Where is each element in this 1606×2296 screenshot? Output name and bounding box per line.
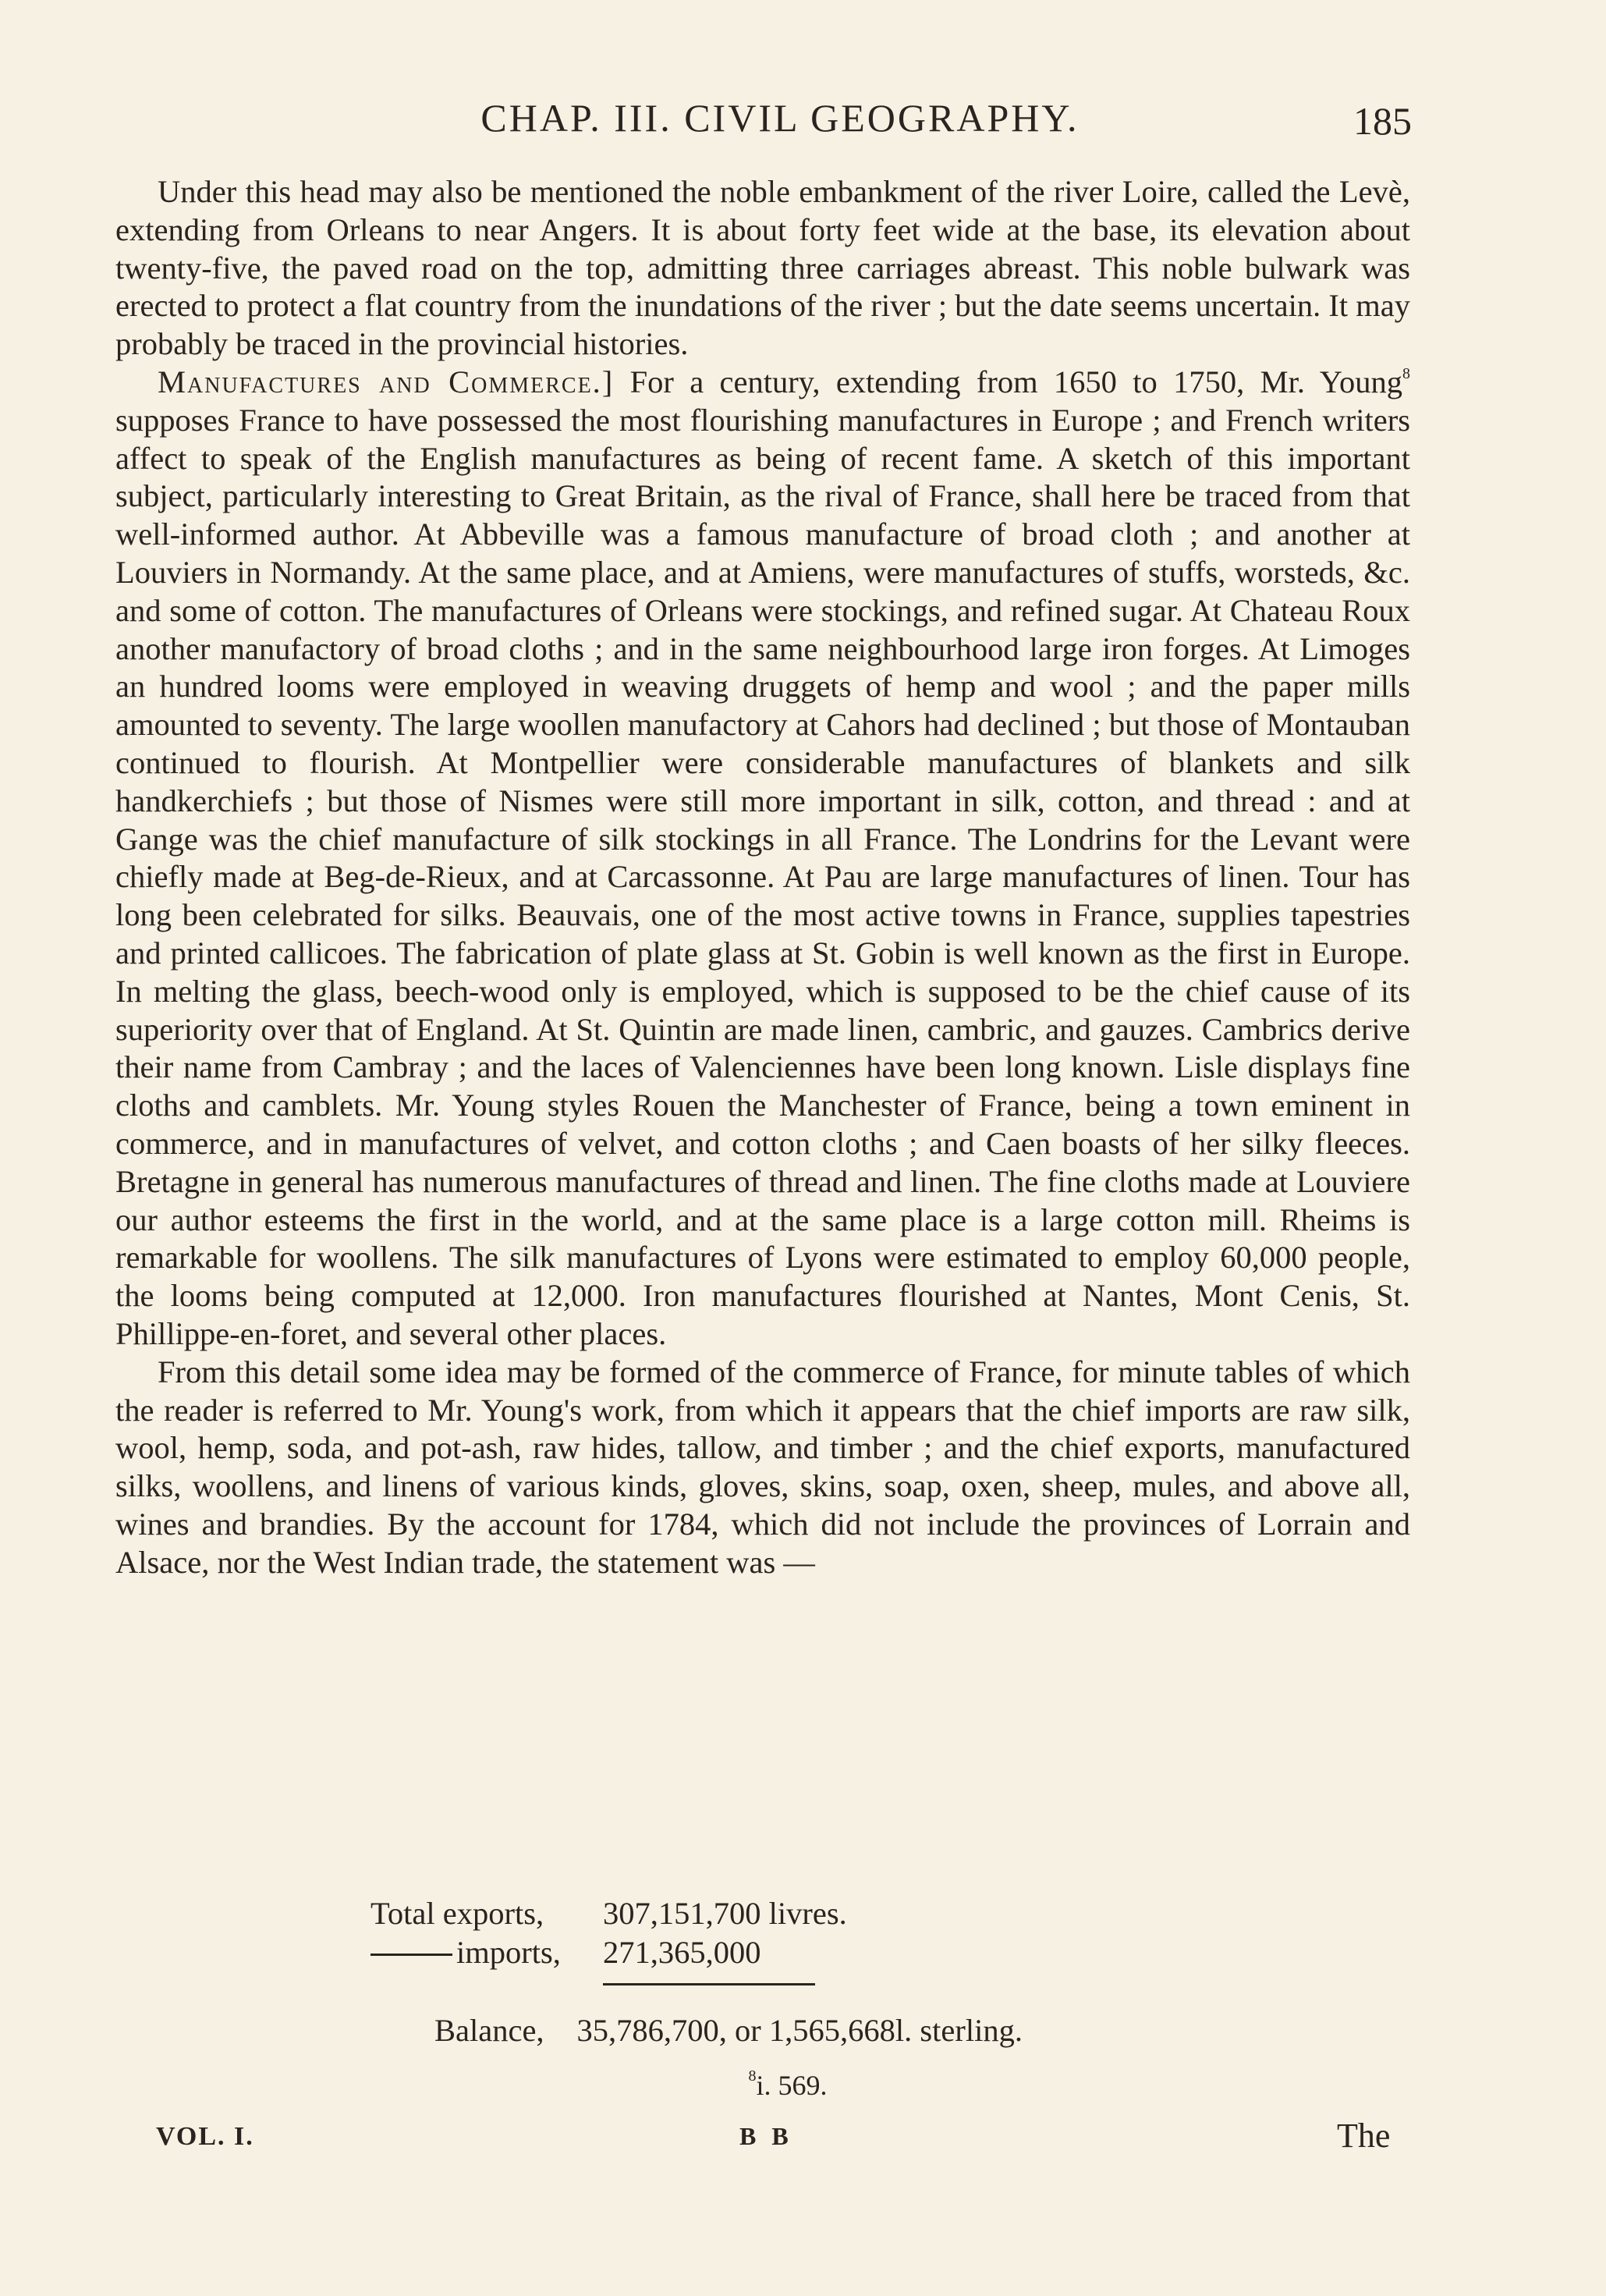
paragraph-manufactures-body: supposes France to have possessed the most flourishing manufactures in Europe ; and French writers affect to speak of the English manufactures as being of recent fame. A sketch of this important subject, particularly interesting to Great Britain, as the rival of France, shall here be traced from that well-informed author. At Abbeville was a famous manufacture of broad cloth ; and another at Louviers in Normandy. At the same place, and at Amiens, were manufactures of stuffs, worsteds, &c. and some of cotton. The manufactures of Orleans were stockings, and refined sugar. At Chateau Roux another manufactory of broad cloths ; and in the same neighbourhood large iron forges. At Limoges an hundred looms were employed in weaving druggets of hemp and wool ; and the paper mills amounted to seventy. The large woollen manufactory at Cahors had declined ; but those of Montauban continued to flourish. At Montpellier were considerable manufactures of blankets and silk handkerchiefs ; but those of Nismes were still more important in silk, cotton, and thread : and at Gange was the chief manufacture of silk stockings in all France. The Londrins for the Levant were chiefly made at Beg-de-Rieux, and at Carcassonne. At Pau are large manufactures of linen. Tour has long been celebrated for silks. Beauvais, one of the most active towns in France, supplies tapestries and printed callicoes. The fabrication of plate glass at St. Gobin is well known as the first in Europe. In melting the glass, beech-wood only is employed, which is supposed to be the chief cause of its superiority over that of England. At St. Quintin are made linen, cambric, and gauzes. Cambrics derive their name from Cambray ; and the laces of Valenciennes have been long known. Lisle displays fine cloths and camblets. Mr. Young styles Rouen the Manchester of France, being a town eminent in commerce, and in manufactures of velvet, and cotton cloths ; and Caen boasts of her silky fleeces. Bretagne in general has numerous manufactures of thread and linen. The fine cloths made at Louviere our author esteems the first in the world, and at the same place is a large cotton mill. Rheims is remarkable for woollens. The silk manufactures of Lyons were estimated to employ 60,000 people, the looms being computed at 12,000. Iron manufactures flourished at Nantes, Mont Cenis, St. Phillippe-en-foret, and several other places. (115, 402, 1410, 1351)
section-heading: Manufactures and Commerce.] (158, 364, 615, 399)
balance-label: Balance, (434, 2013, 544, 2048)
sum-rule (603, 1983, 815, 1985)
paragraph-manufactures-intro: For a century, extending from 1650 to 1750, Mr. Young (614, 364, 1402, 399)
exports-value: 307,151,700 livres. (603, 1896, 847, 1931)
balance-row (434, 2011, 1023, 2050)
paragraph-embankment: Under this head may also be mentioned the noble embankment of the river Loire, called the Levè, extending from Orleans to near Angers. It is about forty feet wide at the base, its elevation about twenty-five, the paved road on the top, admitting three carriages abreast. This noble bulwark was erected to protect a flat country from the inundations of the river ; but the date seems uncertain. It may probably be traced in the provincial histories. (115, 174, 1410, 362)
body-text (115, 173, 1410, 1581)
page-number: 185 (1353, 99, 1412, 143)
exports-row (370, 1894, 1384, 1933)
footnote-text: i. 569. (756, 2070, 828, 2101)
paragraph-manufactures (115, 364, 1410, 1354)
footnote-marker: 8 (748, 2067, 757, 2085)
footnote-reference: 8 (1402, 364, 1410, 382)
exports-label: Total exports, (370, 1896, 544, 1931)
volume-label: VOL. I. (156, 2122, 254, 2151)
running-head (0, 95, 1606, 142)
imports-label: imports, (456, 1935, 561, 1970)
paragraph-commerce: From this detail some idea may be formed of the commerce of France, for minute tables of which the reader is referred to Mr. Young's work, from which it appears that the chief imports are raw silk, wool, hemp, soda, and pot-ash, raw hides, tallow, and timber ; and the chief exports, manufactured silks, woollens, and linens of various kinds, gloves, skins, soap, oxen, sheep, mules, and above all, wines and brandies. By the account for 1784, which did not include the provinces of Lorrain and Alsace, nor the West Indian trade, the statement was — (115, 1354, 1410, 1580)
footnote (702, 2069, 874, 2102)
catchword: The (1337, 2117, 1391, 2155)
imports-row (370, 1933, 1384, 1972)
balance-value: 35,786,700, or 1,565,668l. sterling. (576, 2013, 1023, 2048)
chapter-title: CHAP. III. CIVIL GEOGRAPHY. (480, 96, 1080, 140)
page-footer (0, 2116, 1606, 2163)
trade-statement (370, 1894, 1384, 2048)
signature-mark: B B (739, 2122, 793, 2150)
ditto-dash (370, 1933, 452, 1956)
imports-value: 271,365,000 (603, 1935, 761, 1970)
